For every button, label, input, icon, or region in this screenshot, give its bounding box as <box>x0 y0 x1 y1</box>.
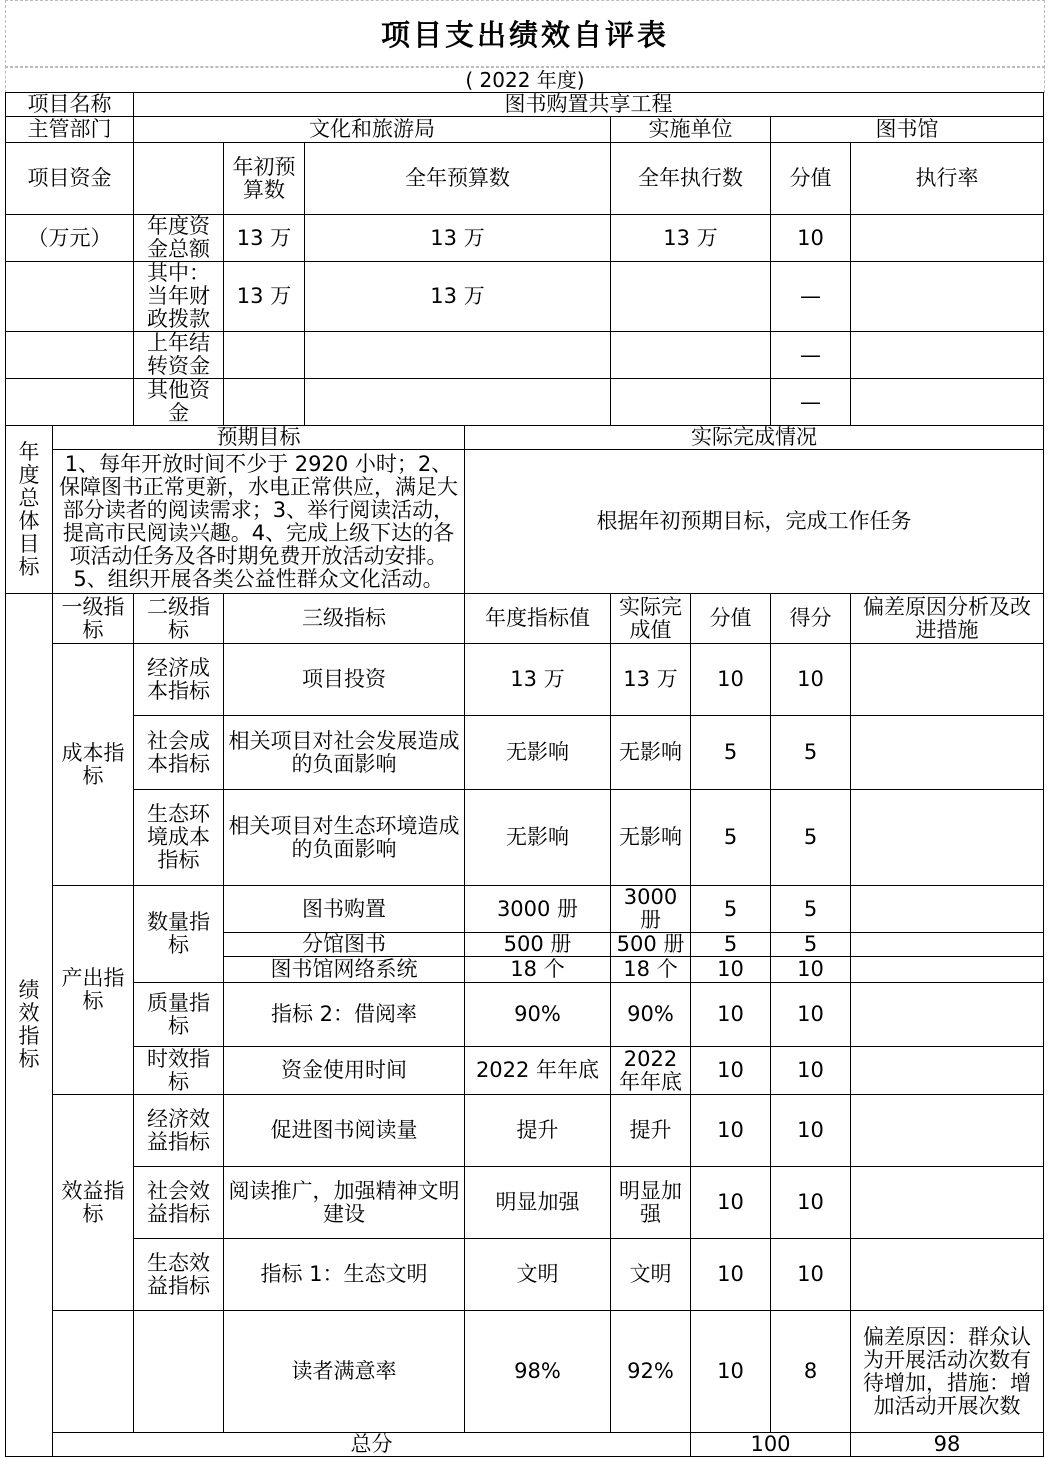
funds-unit-label: （万元） <box>6 215 134 262</box>
funds-row-name: 年度资金总额 <box>134 215 224 262</box>
weight-cell: 10 <box>691 957 771 983</box>
total-weight: 100 <box>691 1433 851 1457</box>
year-label: ( 2022 年度) <box>465 67 585 92</box>
funds-initial: 13 万 <box>224 215 305 262</box>
score-cell: 5 <box>771 716 851 790</box>
table-row <box>6 1239 1044 1311</box>
weight-cell: 5 <box>691 886 771 933</box>
target-cell: 2022 年年底 <box>465 1047 611 1095</box>
target-cell: 文明 <box>465 1239 611 1311</box>
goals-side-label: 年度总体目标 <box>6 426 53 594</box>
score-cell: 8 <box>771 1311 851 1433</box>
funds-row-name: 其中：当年财政拨款 <box>134 262 224 332</box>
output-label: 产出指标 <box>53 886 134 1095</box>
weight-cell: 10 <box>691 1047 771 1095</box>
goals-expected-header: 预期目标 <box>53 426 465 450</box>
score-cell: 10 <box>771 983 851 1047</box>
funds-label: 项目资金 <box>6 143 134 215</box>
level3-cell: 项目投资 <box>224 644 465 716</box>
funds-row-name: 其他资金 <box>134 379 224 426</box>
target-cell: 500 册 <box>465 933 611 957</box>
level3-cell: 相关项目对生态环境造成的负面影响 <box>224 790 465 886</box>
funds-weight: — <box>771 379 851 426</box>
project-name-label: 项目名称 <box>6 93 134 117</box>
funds-executed <box>611 262 771 332</box>
funds-weight: — <box>771 262 851 332</box>
header-deviation: 偏差原因分析及改进措施 <box>851 594 1044 644</box>
dept-value: 文化和旅游局 <box>134 117 611 143</box>
actual-cell: 3000 册 <box>611 886 691 933</box>
level3-cell: 分馆图书 <box>224 933 465 957</box>
header-weight: 分值 <box>691 594 771 644</box>
actual-cell: 13 万 <box>611 644 691 716</box>
deviation-cell <box>851 1167 1044 1239</box>
deviation-cell <box>851 933 1044 957</box>
actual-cell: 2022 年年底 <box>611 1047 691 1095</box>
target-cell: 提升 <box>465 1095 611 1167</box>
target-cell: 90% <box>465 983 611 1047</box>
funds-rate <box>851 262 1044 332</box>
actual-cell: 提升 <box>611 1095 691 1167</box>
level3-cell: 阅读推广，加强精神文明建设 <box>224 1167 465 1239</box>
table-row <box>6 886 1044 933</box>
funds-executed <box>611 379 771 426</box>
table-row <box>6 983 1044 1047</box>
funds-executed: 13 万 <box>611 215 771 262</box>
level3-cell: 相关项目对社会发展造成的负面影响 <box>224 716 465 790</box>
funds-full: 13 万 <box>305 215 611 262</box>
row-funds-header <box>6 143 1044 215</box>
funds-weight: — <box>771 332 851 379</box>
row-goals-header <box>6 426 1044 450</box>
target-cell: 明显加强 <box>465 1167 611 1239</box>
funds-blank-cell <box>6 332 134 379</box>
deviation-cell <box>851 790 1044 886</box>
actual-cell: 18 个 <box>611 957 691 983</box>
target-cell: 98% <box>465 1311 611 1433</box>
deviation-cell <box>851 886 1044 933</box>
level3-cell: 图书馆网络系统 <box>224 957 465 983</box>
row-funds-other <box>6 379 1044 426</box>
cost-label: 成本指标 <box>53 644 134 886</box>
level3-cell: 促进图书阅读量 <box>224 1095 465 1167</box>
level2-cell: 时效指标 <box>134 1047 224 1095</box>
weight-cell: 10 <box>691 644 771 716</box>
weight-cell: 5 <box>691 933 771 957</box>
goals-expected-text: 1、每年开放时间不少于 2920 小时；2、保障图书正常更新，水电正常供应，满足大部分读者的阅读需求；3、举行阅读活动，提高市民阅读兴趣。4、完成上级下达的各项活动任务及各时期免费开放活动安排。5、组织开展各类公益性群众文化活动。 <box>53 450 465 594</box>
header-full-budget: 全年预算数 <box>305 143 611 215</box>
indicators-side-label: 绩效指标 <box>6 594 53 1457</box>
header-score: 得分 <box>771 594 851 644</box>
funds-executed <box>611 332 771 379</box>
funds-blank-cell <box>6 379 134 426</box>
weight-cell: 10 <box>691 1239 771 1311</box>
table-row <box>6 1047 1044 1095</box>
quantity-label: 数量指标 <box>134 886 224 983</box>
table-row <box>6 1095 1044 1167</box>
funds-blank <box>134 143 224 215</box>
actual-cell: 无影响 <box>611 716 691 790</box>
table-row <box>6 790 1044 886</box>
deviation-cell <box>851 1095 1044 1167</box>
header-level2: 二级指标 <box>134 594 224 644</box>
actual-cell: 明显加强 <box>611 1167 691 1239</box>
level2-cell: 质量指标 <box>134 983 224 1047</box>
level2-cell: 社会效益指标 <box>134 1167 224 1239</box>
goals-actual-text: 根据年初预期目标，完成工作任务 <box>465 450 1044 594</box>
header-initial-budget: 年初预算数 <box>224 143 305 215</box>
level2-cell: 经济效益指标 <box>134 1095 224 1167</box>
funds-initial <box>224 332 305 379</box>
impl-label: 实施单位 <box>611 117 771 143</box>
row-goals-content <box>6 450 1044 594</box>
weight-cell: 5 <box>691 716 771 790</box>
level3-cell: 指标 2：借阅率 <box>224 983 465 1047</box>
level1-cell <box>53 1311 134 1433</box>
deviation-cell <box>851 983 1044 1047</box>
deviation-cell <box>851 644 1044 716</box>
weight-cell: 10 <box>691 983 771 1047</box>
table-row <box>6 644 1044 716</box>
funds-rate <box>851 379 1044 426</box>
level3-cell: 读者满意率 <box>224 1311 465 1433</box>
header-rate: 执行率 <box>851 143 1044 215</box>
score-cell: 5 <box>771 933 851 957</box>
row-total <box>6 1433 1044 1457</box>
score-cell: 10 <box>771 1095 851 1167</box>
level2-cell <box>134 1311 224 1433</box>
header-weight: 分值 <box>771 143 851 215</box>
table-row <box>6 1311 1044 1433</box>
funds-blank-cell <box>6 262 134 332</box>
page-title: 项目支出绩效自评表 <box>380 17 669 52</box>
row-funds-fiscal <box>6 262 1044 332</box>
score-cell: 5 <box>771 886 851 933</box>
deviation-cell <box>851 1047 1044 1095</box>
level2-cell: 经济成本指标 <box>134 644 224 716</box>
deviation-cell <box>851 1239 1044 1311</box>
deviation-cell <box>851 957 1044 983</box>
row-funds-total <box>6 215 1044 262</box>
actual-cell: 500 册 <box>611 933 691 957</box>
level2-cell: 社会成本指标 <box>134 716 224 790</box>
benefit-label: 效益指标 <box>53 1095 134 1311</box>
level3-cell: 图书购置 <box>224 886 465 933</box>
weight-cell: 5 <box>691 790 771 886</box>
level3-cell: 指标 1：生态文明 <box>224 1239 465 1311</box>
target-cell: 18 个 <box>465 957 611 983</box>
deviation-cell: 偏差原因：群众认为开展活动次数有待增加，措施：增加活动开展次数 <box>851 1311 1044 1433</box>
score-cell: 10 <box>771 1167 851 1239</box>
deviation-cell <box>851 716 1044 790</box>
table-row <box>6 1167 1044 1239</box>
target-cell: 无影响 <box>465 790 611 886</box>
total-label: 总分 <box>53 1433 691 1457</box>
actual-cell: 无影响 <box>611 790 691 886</box>
target-cell: 13 万 <box>465 644 611 716</box>
dept-label: 主管部门 <box>6 117 134 143</box>
funds-weight: 10 <box>771 215 851 262</box>
weight-cell: 10 <box>691 1167 771 1239</box>
table-row <box>6 716 1044 790</box>
funds-rate <box>851 332 1044 379</box>
row-funds-carryover <box>6 332 1044 379</box>
row-department <box>6 117 1044 143</box>
weight-cell: 10 <box>691 1095 771 1167</box>
target-cell: 3000 册 <box>465 886 611 933</box>
header-level1: 一级指标 <box>53 594 134 644</box>
evaluation-table <box>5 92 1044 1457</box>
funds-row-name: 上年结转资金 <box>134 332 224 379</box>
target-cell: 无影响 <box>465 716 611 790</box>
score-cell: 10 <box>771 957 851 983</box>
actual-cell: 90% <box>611 983 691 1047</box>
score-cell: 5 <box>771 790 851 886</box>
actual-cell: 92% <box>611 1311 691 1433</box>
level3-cell: 资金使用时间 <box>224 1047 465 1095</box>
level2-cell: 生态效益指标 <box>134 1239 224 1311</box>
header-target: 年度指标值 <box>465 594 611 644</box>
score-cell: 10 <box>771 1239 851 1311</box>
funds-full <box>305 379 611 426</box>
goals-actual-header: 实际完成情况 <box>465 426 1044 450</box>
actual-cell: 文明 <box>611 1239 691 1311</box>
total-score: 98 <box>851 1433 1044 1457</box>
impl-value: 图书馆 <box>771 117 1044 143</box>
funds-initial <box>224 379 305 426</box>
project-name-value: 图书购置共享工程 <box>134 93 1044 117</box>
funds-initial: 13 万 <box>224 262 305 332</box>
level2-cell: 生态环境成本指标 <box>134 790 224 886</box>
row-project-name <box>6 93 1044 117</box>
header-level3: 三级指标 <box>224 594 465 644</box>
funds-full <box>305 332 611 379</box>
weight-cell: 10 <box>691 1311 771 1433</box>
header-executed: 全年执行数 <box>611 143 771 215</box>
header-actual: 实际完成值 <box>611 594 691 644</box>
score-cell: 10 <box>771 1047 851 1095</box>
funds-full: 13 万 <box>305 262 611 332</box>
row-indicator-header <box>6 594 1044 644</box>
score-cell: 10 <box>771 644 851 716</box>
funds-rate <box>851 215 1044 262</box>
